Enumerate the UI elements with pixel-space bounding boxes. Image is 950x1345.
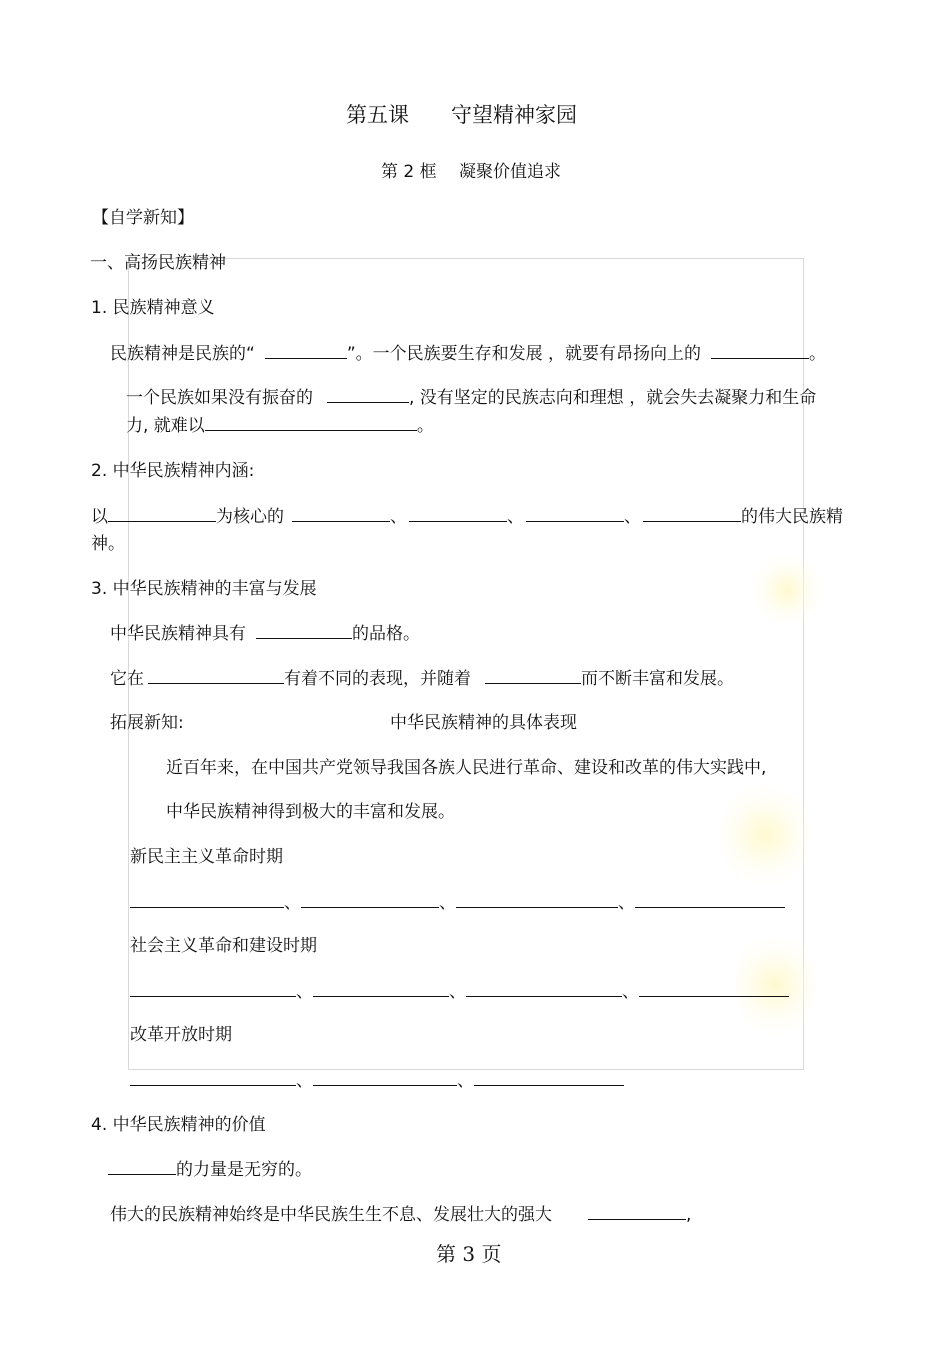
- question-2-line-1: [91, 505, 843, 528]
- part-heading: 一、高扬民族精神: [90, 253, 226, 273]
- separator: 、: [296, 1071, 313, 1091]
- text: 以: [91, 507, 108, 527]
- expand-label: 拓展新知:: [110, 713, 184, 733]
- question-1-heading: 1. 民族精神意义: [91, 298, 215, 318]
- fill-blank[interactable]: [588, 1203, 686, 1220]
- question-2-heading: 2. 中华民族精神内涵:: [91, 461, 255, 481]
- fill-blank[interactable]: [108, 1158, 176, 1175]
- separator: 、: [507, 507, 524, 527]
- period-2-blanks: [130, 980, 789, 1003]
- watermark-glow: [752, 555, 822, 625]
- text: 力, 就难以: [126, 416, 205, 436]
- fill-blank[interactable]: [466, 980, 622, 997]
- question-3-line-1: [110, 622, 420, 645]
- page-title: 第五课 守望精神家园: [346, 103, 577, 127]
- fill-blank[interactable]: [639, 980, 789, 997]
- expand-paragraph-2: 中华民族精神得到极大的丰富和发展。: [166, 802, 455, 822]
- watermark-glow: [720, 780, 810, 890]
- text: ”。一个民族要生存和发展 ，就要有昂扬向上的: [346, 344, 702, 364]
- section-marker: 【自学新知】: [92, 208, 194, 228]
- period-3-blanks: [130, 1069, 624, 1092]
- fill-blank[interactable]: [474, 1069, 624, 1086]
- question-4-heading: 4. 中华民族精神的价值: [91, 1115, 266, 1135]
- fill-blank[interactable]: [130, 1069, 296, 1086]
- question-4-line-2: [110, 1203, 691, 1226]
- separator: 、: [622, 982, 639, 1002]
- text: 民族精神是民族的“: [110, 344, 255, 364]
- fill-blank[interactable]: [526, 505, 624, 522]
- period-label: 改革开放时期: [130, 1025, 232, 1045]
- question-2-line-2: 神。: [91, 534, 125, 554]
- expand-paragraph-1: 近百年来，在中国共产党领导我国各族人民进行革命、建设和改革的伟大实践中,: [166, 758, 767, 778]
- separator: 、: [624, 507, 641, 527]
- separator: 、: [296, 982, 313, 1002]
- text: 的伟大民族精: [741, 507, 843, 527]
- text: 中华民族精神具有: [110, 624, 246, 644]
- period-label: 新民主主义革命时期: [130, 847, 283, 867]
- fill-blank[interactable]: [265, 342, 347, 359]
- separator: 、: [449, 982, 466, 1002]
- fill-blank[interactable]: [313, 980, 449, 997]
- text: 它在: [110, 669, 144, 689]
- separator: 、: [457, 1071, 474, 1091]
- page-number: 第 3 页: [436, 1242, 502, 1266]
- text: 有着不同的表现，并随着: [284, 669, 471, 689]
- period-1-blanks: [130, 891, 785, 914]
- text: 。: [809, 344, 827, 364]
- fill-blank[interactable]: [256, 622, 352, 639]
- fill-blank[interactable]: [313, 1069, 457, 1086]
- question-1-line-2: [126, 386, 816, 409]
- fill-blank[interactable]: [327, 386, 409, 403]
- question-1-line-1: [110, 342, 826, 365]
- page-subtitle: 第 2 框 凝聚价值追求: [381, 162, 562, 182]
- text: 为核心的: [216, 507, 284, 527]
- fill-blank[interactable]: [635, 891, 785, 908]
- question-4-line-1: [108, 1158, 312, 1181]
- text: 的品格。: [352, 624, 420, 644]
- fill-blank[interactable]: [409, 505, 507, 522]
- expand-title: 中华民族精神的具体表现: [390, 713, 577, 733]
- separator: 、: [439, 893, 456, 913]
- text: 伟大的民族精神始终是中华民族生生不息、发展壮大的强大: [110, 1205, 552, 1225]
- fill-blank[interactable]: [301, 891, 439, 908]
- fill-blank[interactable]: [130, 891, 284, 908]
- fill-blank[interactable]: [148, 667, 284, 684]
- fill-blank[interactable]: [292, 505, 390, 522]
- separator: 、: [618, 893, 635, 913]
- text: ,: [686, 1205, 692, 1225]
- fill-blank[interactable]: [205, 414, 417, 431]
- text: 的力量是无穷的。: [176, 1160, 312, 1180]
- fill-blank[interactable]: [711, 342, 809, 359]
- fill-blank[interactable]: [456, 891, 618, 908]
- separator: 、: [390, 507, 407, 527]
- question-3-line-2: [110, 667, 734, 690]
- fill-blank[interactable]: [130, 980, 296, 997]
- text: 而不断丰富和发展。: [581, 669, 734, 689]
- fill-blank[interactable]: [485, 667, 581, 684]
- fill-blank[interactable]: [108, 505, 216, 522]
- period-label: 社会主义革命和建设时期: [130, 936, 317, 956]
- fill-blank[interactable]: [643, 505, 741, 522]
- question-1-line-3: [126, 414, 434, 437]
- question-3-heading: 3. 中华民族精神的丰富与发展: [91, 579, 317, 599]
- text: 。: [416, 416, 434, 436]
- text: , 没有坚定的民族志向和理想 ，就会失去凝聚力和生命: [409, 388, 817, 408]
- text: 一个民族如果没有振奋的: [126, 388, 313, 408]
- separator: 、: [284, 893, 301, 913]
